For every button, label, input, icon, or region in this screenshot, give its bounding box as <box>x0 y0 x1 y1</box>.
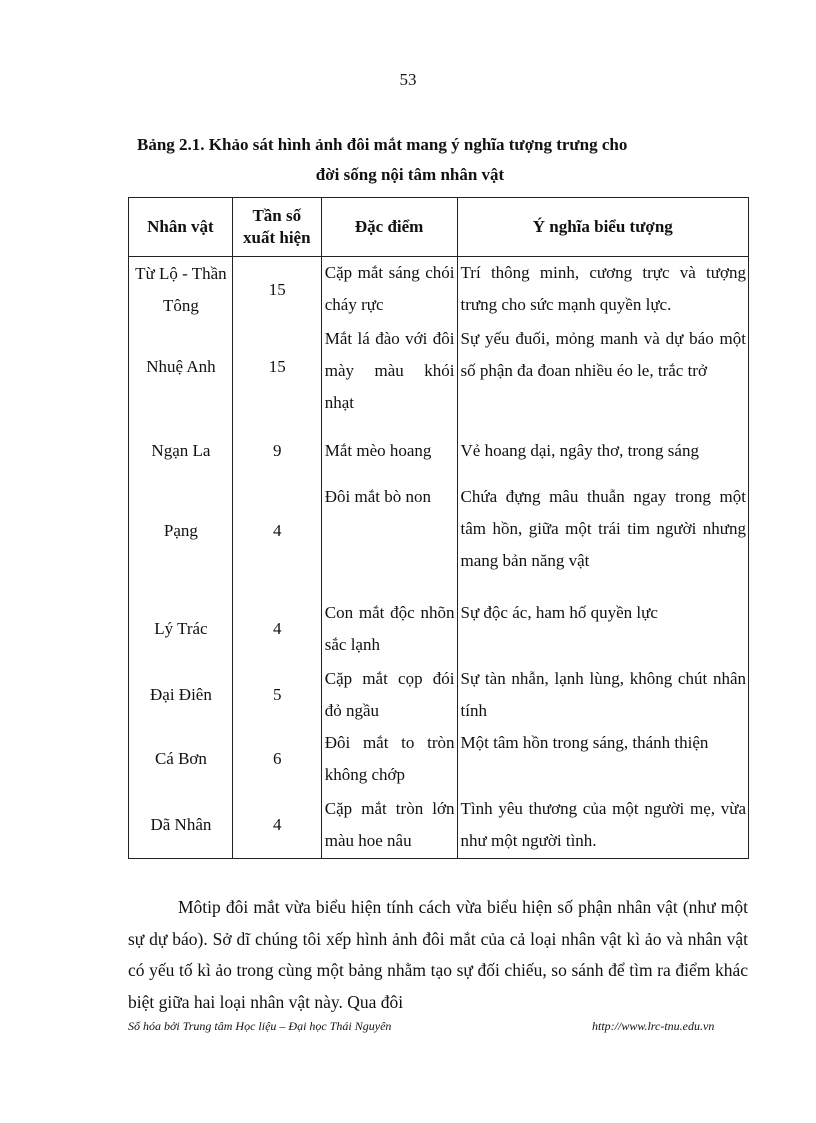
table-header-row <box>129 198 749 257</box>
cell-character: Lý Trác <box>129 597 233 663</box>
header-frequency: Tần số xuất hiện <box>232 198 321 257</box>
header-feature: Đặc điểm <box>321 198 457 257</box>
cell-frequency: 4 <box>232 793 321 859</box>
body-paragraph: Môtip đôi mắt vừa biểu hiện tính cách vừa biểu hiện số phận nhân vật (như một sự dự báo). Sở dĩ chúng tôi xếp hình ảnh đôi mắt của cả loại nhân vật kì ảo và nhân vật có yếu tố kì ảo trong cùng một bảng nhằm tạo sự đối chiếu, so sánh để tìm ra điểm khác biệt giữa hai loại nhân vật này. Qua đôi <box>128 897 748 1012</box>
cell-frequency: 5 <box>232 663 321 727</box>
cell-frequency: 4 <box>232 597 321 663</box>
cell-frequency: 9 <box>232 435 321 481</box>
cell-character: Nhuệ Anh <box>129 323 233 435</box>
cell-feature: Đôi mắt bò non <box>321 481 457 597</box>
cell-feature: Đôi mắt to tròn không chớp <box>321 727 457 793</box>
table-row <box>129 481 749 597</box>
cell-feature: Cặp mắt tròn lớn màu hoe nâu <box>321 793 457 859</box>
cell-frequency: 15 <box>232 323 321 435</box>
cell-character: Cá Bơn <box>129 727 233 793</box>
cell-meaning: Một tâm hồn trong sáng, thánh thiện <box>457 727 748 793</box>
table-row <box>129 727 749 793</box>
cell-feature: Mắt lá đào với đôi mày màu khói nhạt <box>321 323 457 435</box>
footer-url: http://www.lrc-tnu.edu.vn <box>592 1019 715 1033</box>
cell-character: Pạng <box>129 481 233 597</box>
cell-frequency: 15 <box>232 257 321 323</box>
cell-frequency: 4 <box>232 481 321 597</box>
page-number: 53 <box>399 70 417 89</box>
cell-feature: Mắt mèo hoang <box>321 435 457 481</box>
cell-character: Ngạn La <box>129 435 233 481</box>
table-row <box>129 663 749 727</box>
cell-meaning: Sự tàn nhẫn, lạnh lùng, không chút nhân tính <box>457 663 748 727</box>
table-caption-line-1: Bảng 2.1. Khảo sát hình ảnh đôi mắt mang ý nghĩa tượng trưng cho <box>137 135 628 154</box>
table-row <box>129 257 749 323</box>
cell-feature: Con mắt độc nhõn sắc lạnh <box>321 597 457 663</box>
cell-meaning: Sự yếu đuối, mỏng manh và dự báo một số phận đa đoan nhiều éo le, trắc trở <box>457 323 748 435</box>
cell-meaning: Chứa đựng mâu thuẫn ngay trong một tâm hồn, giữa một trái tim người nhưng mang bản năng vật <box>457 481 748 597</box>
footer-source: Số hóa bởi Trung tâm Học liệu – Đại học Thái Nguyên <box>128 1019 392 1033</box>
table-row <box>129 323 749 435</box>
cell-feature: Cặp mắt cọp đói đỏ ngầu <box>321 663 457 727</box>
cell-meaning: Sự độc ác, ham hố quyền lực <box>457 597 748 663</box>
cell-character: Đại Điên <box>129 663 233 727</box>
cell-character: Từ Lộ - Thần Tông <box>129 257 233 323</box>
header-meaning: Ý nghĩa biểu tượng <box>457 198 748 257</box>
cell-meaning: Vẻ hoang dại, ngây thơ, trong sáng <box>457 435 748 481</box>
table-row <box>129 793 749 859</box>
cell-feature: Cặp mắt sáng chói cháy rực <box>321 257 457 323</box>
table-row <box>129 435 749 481</box>
cell-character: Dã Nhân <box>129 793 233 859</box>
header-character: Nhân vật <box>129 198 233 257</box>
table-row <box>129 597 749 663</box>
eye-symbolism-table <box>128 197 749 859</box>
table-caption-line-2: đời sống nội tâm nhân vật <box>315 165 505 184</box>
cell-meaning: Trí thông minh, cương trực và tượng trưng cho sức mạnh quyền lực. <box>457 257 748 323</box>
cell-meaning: Tình yêu thương của một người mẹ, vừa như một người tình. <box>457 793 748 859</box>
cell-frequency: 6 <box>232 727 321 793</box>
